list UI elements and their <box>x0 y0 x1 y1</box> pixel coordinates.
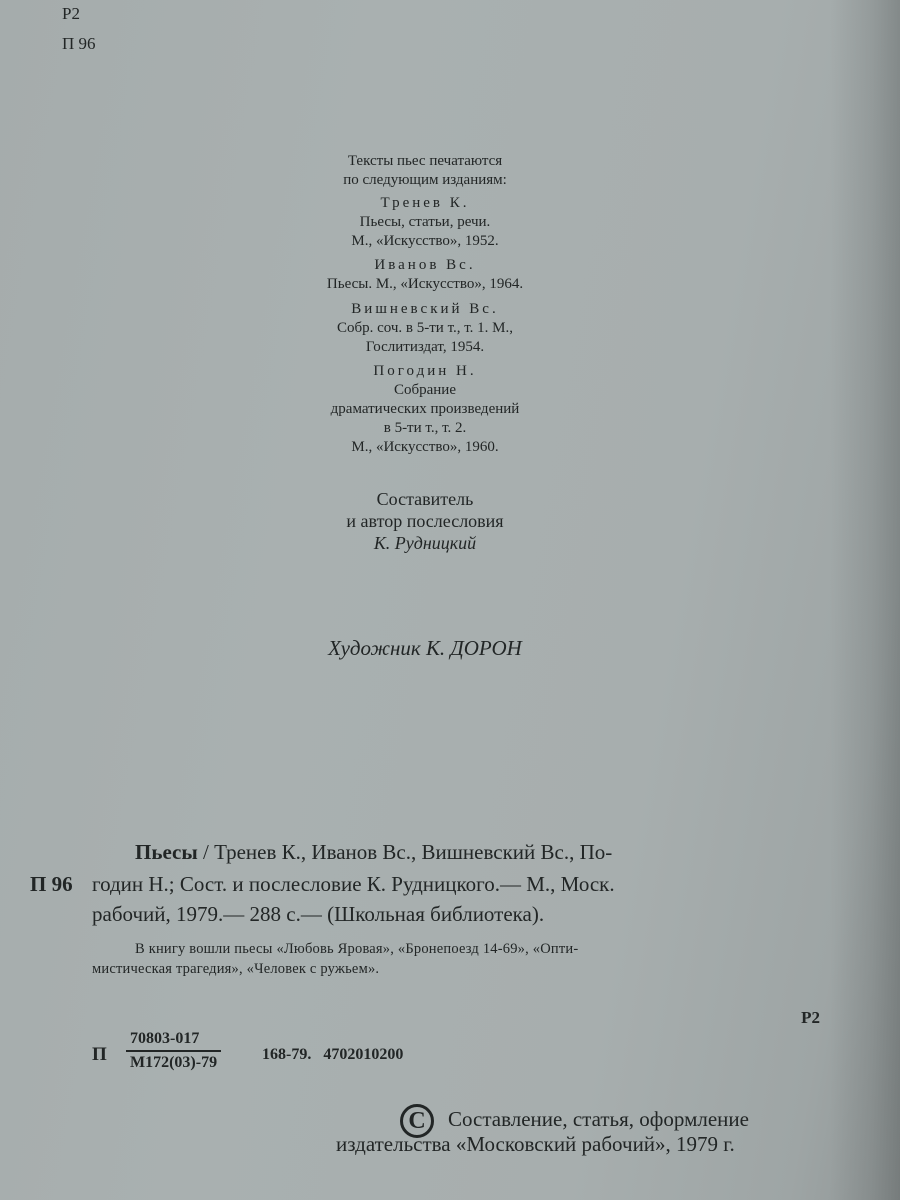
source-entry-vishnevsky <box>0 300 850 357</box>
source-author: Погодин Н. <box>373 363 477 379</box>
artist-credit: Художник К. ДОРОН <box>328 636 522 660</box>
index-denominator: М172(03)-79 <box>130 1054 218 1071</box>
index-fraction <box>126 1030 221 1072</box>
header-code-p96: П 96 <box>62 34 96 53</box>
source-line: Гослитиздат, 1954. <box>365 339 485 355</box>
compiler-name: К. Рудницкий <box>373 533 477 553</box>
compiler-credit <box>0 488 850 554</box>
source-author: Вишневский Вс. <box>351 301 499 317</box>
classification-code: Р2 <box>801 1008 820 1027</box>
source-line: М., «Искусство», 1952. <box>351 233 499 249</box>
index-numerator: 70803-017 <box>126 1030 221 1052</box>
source-line: Собрание <box>393 382 456 398</box>
bib-line-1 <box>135 840 612 865</box>
source-entry-trenev <box>0 194 850 251</box>
copyright-icon: С <box>400 1104 434 1138</box>
compiler-label: Составитель <box>376 489 474 509</box>
source-line: драматических произведений <box>330 401 520 417</box>
sources-intro-line: Тексты пьес печатаются <box>347 153 503 169</box>
bib-title: Пьесы <box>135 840 198 864</box>
copyright-line-2: издательства «Московский рабочий», 1979 г. <box>336 1132 735 1156</box>
index-numbers: 168-79. 4702010200 <box>262 1046 404 1063</box>
sources-intro <box>0 152 850 190</box>
header-code-r2: Р2 <box>62 4 80 23</box>
annotation-line-2: мистическая трагедия», «Человек с ружьем». <box>92 961 380 977</box>
annotation-line-1: В книгу вошли пьесы «Любовь Яровая», «Бронепоезд 14-69», «Опти- <box>135 941 579 957</box>
source-entry-pogodin <box>0 362 850 457</box>
source-entry-ivanov <box>0 256 850 294</box>
source-line: М., «Искусство», 1960. <box>351 439 499 455</box>
source-line: в 5-ти т., т. 2. <box>383 420 467 436</box>
bib-authors: / Тренев К., Иванов Вс., Вишневский Вс., По- <box>197 840 613 864</box>
source-line: Пьесы. М., «Искусство», 1964. <box>326 276 524 292</box>
source-line: Собр. соч. в 5-ти т., т. 1. М., <box>336 320 514 336</box>
sources-intro-line: по следующим изданиям: <box>343 172 507 188</box>
source-author: Иванов Вс. <box>374 257 476 273</box>
catalog-mark: П 96 <box>30 872 73 896</box>
source-author: Тренев К. <box>380 195 470 211</box>
copyright-text-1: Составление, статья, оформление <box>448 1106 749 1131</box>
bib-line-2: годин Н.; Сост. и послесловие К. Рудницкого.— М., Моск. <box>92 872 615 896</box>
compiler-label: и автор послесловия <box>346 511 504 531</box>
index-letter: П <box>92 1044 107 1065</box>
bib-line-3: рабочий, 1979.— 288 с.— (Школьная библиотека). <box>92 902 545 926</box>
source-line: Пьесы, статьи, речи. <box>359 214 491 230</box>
